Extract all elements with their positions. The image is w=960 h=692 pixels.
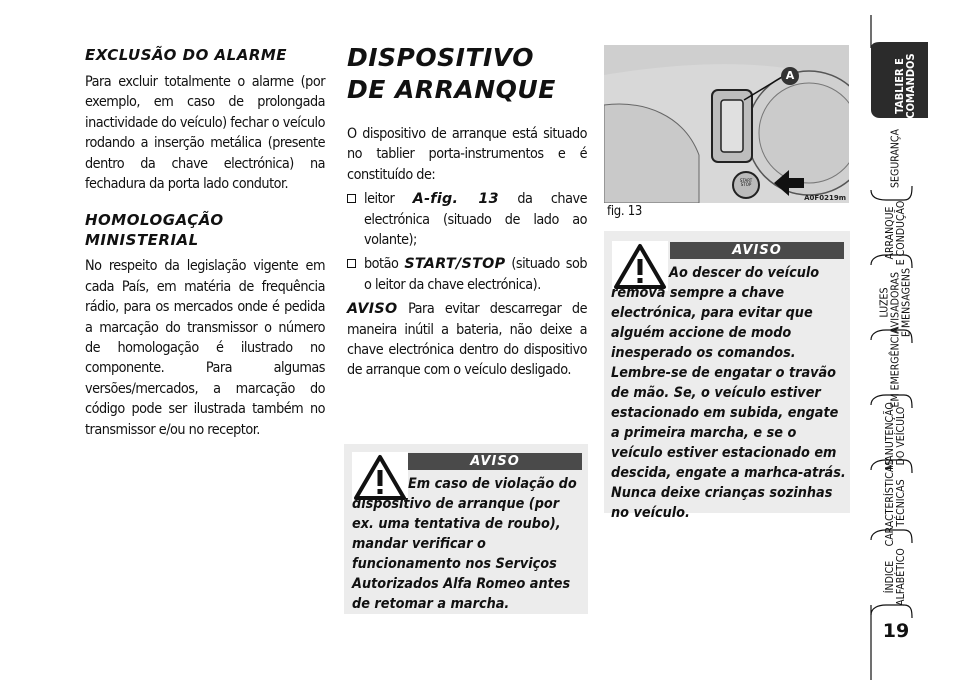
bullet-button: botão START/STOP (situado sob o leitor da chave electrónica). (347, 254, 587, 295)
section-heading-homologation (85, 210, 325, 250)
title-line-1: DISPOSITIVO (347, 43, 534, 72)
tab-luzes-avisadoras[interactable]: LUZES AVISADORAS E MENSAGENS (878, 268, 913, 337)
warning-box-violation (344, 444, 588, 614)
aviso-header-bar: AVISO (408, 453, 582, 470)
fig-reference: A-fig. 13 (412, 191, 499, 208)
dashboard-illustration (604, 45, 849, 203)
violation-warning-text: Em caso de violação do dispositivo de arranque (por ex. uma tentativa de roubo), mandar verificar o funcionamento nos Serviços Autorizados Alfa Romeo antes de retomar a marcha. (352, 476, 577, 612)
tab-em-emergencia[interactable]: EM EMERGÊNCIA (889, 327, 902, 408)
intro-paragraph: O dispositivo de arranque está situado no tablier porta-instrumentos e é constituído de: (347, 126, 587, 183)
tab-indice[interactable]: ÍNDICE ALFABÉTICO (884, 548, 907, 606)
tab-seguranca[interactable]: SEGURANÇA (889, 129, 902, 188)
checkbox-bullet-icon (347, 194, 356, 203)
tab-caracteristicas[interactable]: CARACTERÍSTICAS TÉCNICAS (884, 459, 907, 547)
warning-box-exit (604, 231, 850, 521)
section-heading-alarm: EXCLUSÃO DO ALARME (85, 46, 288, 64)
aviso-inline-label: AVISO (347, 301, 398, 318)
figure-caption: fig. 13 (607, 204, 642, 219)
middle-column (347, 42, 587, 381)
homologation-line-1: HOMOLOGAÇÃO (85, 211, 224, 230)
title-line-2: DE ARRANQUE (347, 75, 556, 104)
page-number: 19 (882, 620, 910, 642)
tab-arranque-conducao[interactable]: ARRANQUE E CONDUÇÃO (884, 200, 907, 266)
page-title (347, 42, 587, 106)
alarm-paragraph: Para excluir totalmente o alarme (por exemplo, em caso de prolongada inactividade do veículo) fechar o veículo rodando a inserção metálica (presente dentro da chave electrónica) na fechadura da porta lado condutor. (85, 74, 325, 193)
fig-marker-a: A (781, 67, 799, 85)
bullet-reader: leitor A-fig. 13 da chave electrónica (situado de lado ao volante); (347, 189, 587, 250)
homologation-paragraph: No respeito da legislação vigente em cada País, em matéria de frequência rádio, para os mercados onde é pedida a marcação do transmissor o número de homologação é ilustrado no componente. Para algumas versões/mercados, a marcação do código pode ser ilustrada também no transmissor e/ou no receptor. (85, 258, 325, 438)
tab-manutencao[interactable]: MANUTENÇÃO DO VEÍCULO (884, 402, 907, 470)
aviso-paragraph: AVISO Para evitar descarregar de maneira inútil a bateria, não deixe a chave electrónica dentro do dispositivo de arranque com o veículo desligado. (347, 301, 587, 379)
figure-13-image (604, 45, 849, 203)
left-column (85, 45, 325, 440)
exit-warning-text: Ao descer do veículo remova sempre a chave electrónica, para evitar que alguém accione de modo inesperado os comandos. Lembre-se de engatar o travão de mão. Se, o veículo estiver estacionado em subida, engate a primeira marcha, e se o veículo estiver estacionado em descida, engate a marhca-atrás. Nunca deixe crianças sozinhas no veículo. (611, 265, 846, 521)
figure-code: A0F0219m (804, 194, 846, 202)
tab-tablier-comandos[interactable]: TABLIER E COMANDOS (893, 53, 917, 119)
start-stop-button-label: START STOP (739, 178, 753, 187)
homologation-line-2: MINISTERIAL (85, 231, 199, 250)
side-tab-navigation (868, 0, 960, 692)
aviso-header-bar: AVISO (670, 242, 844, 259)
checkbox-bullet-icon (347, 259, 356, 268)
start-stop-label: START/STOP (404, 256, 506, 273)
